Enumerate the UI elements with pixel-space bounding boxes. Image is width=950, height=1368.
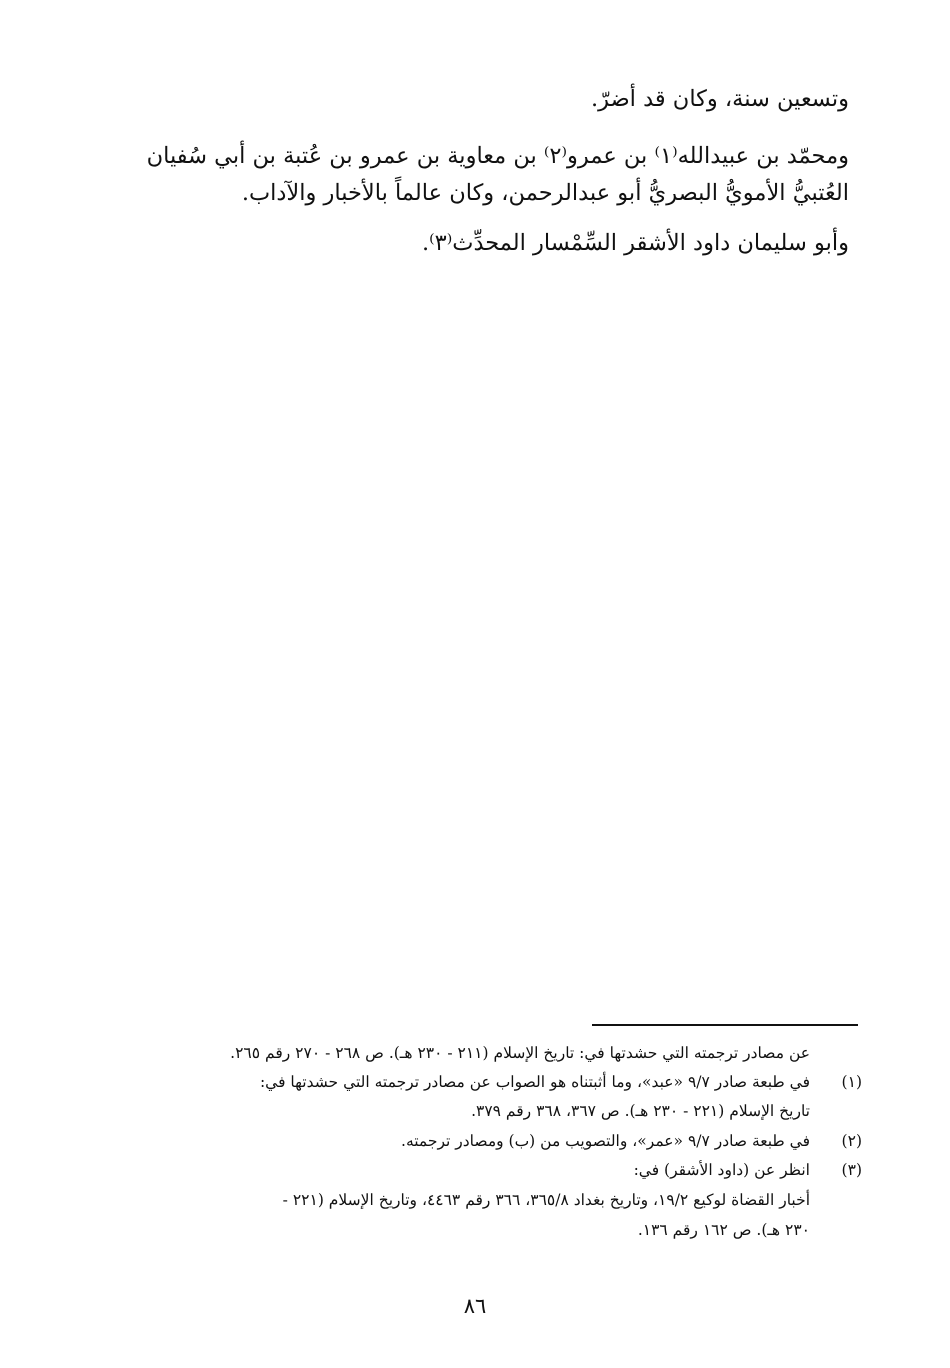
footnote-3-line-1: انظر عن (داود الأشقر) في: bbox=[633, 1161, 810, 1179]
footnote-3-line-2: أخبار القضاة لوكيع ١٩/٢، وتاريخ بغداد ٣٦٥/٨، ٣٦٦ رقم ٤٤٦٣، وتاريخ الإسلام (٢٢١ - bbox=[282, 1191, 810, 1209]
footnote-intro: عن مصادر ترجمته التي حشدتها في: تاريخ الإسلام (٢١١ - ٢٣٠ هـ). ص ٢٦٨ - ٢٧٠ رقم ٢٦٥. bbox=[230, 1044, 810, 1062]
footnote-marker-2: (٢) bbox=[841, 1132, 862, 1150]
footnote-3-line-3: ٢٣٠ هـ). ص ١٦٢ رقم ١٣٦. bbox=[637, 1221, 810, 1239]
footnote-1-line-2: تاريخ الإسلام (٢٢١ - ٢٣٠ هـ). ص ٣٦٧، ٣٦٨ رقم ٣٧٩. bbox=[471, 1102, 810, 1120]
body-line-1: وتسعين سنة، وكان قد أضرّ. bbox=[591, 86, 849, 112]
body-line-3: العُتبيُّ الأمويُّ البصريُّ أبو عبدالرحمن، وكان عالماً بالأخبار والآداب. bbox=[241, 180, 849, 206]
footnote-separator bbox=[592, 1024, 858, 1026]
page-number: ٨٦ bbox=[463, 1294, 487, 1318]
body-line-2: ومحمّد بن عبيدالله⁽١⁾ بن عمرو⁽٢⁾ بن معاوية بن عمرو بن عُتبة بن أبي سُفيان bbox=[146, 143, 849, 169]
footnote-2-line-1: في طبعة صادر ٩/٧ «عمر»، والتصويب من (ب) ومصادر ترجمته. bbox=[401, 1132, 810, 1150]
footnote-marker-3: (٣) bbox=[841, 1161, 862, 1179]
footnote-1-line-1: في طبعة صادر ٩/٧ «عبد»، وما أثبتناه هو الصواب عن مصادر ترجمته التي حشدتها في: bbox=[259, 1073, 810, 1091]
footnote-marker-1: (١) bbox=[841, 1073, 862, 1091]
body-line-4: وأبو سليمان داود الأشقر السِّمْسار المحدِّث⁽٣⁾. bbox=[421, 230, 849, 256]
